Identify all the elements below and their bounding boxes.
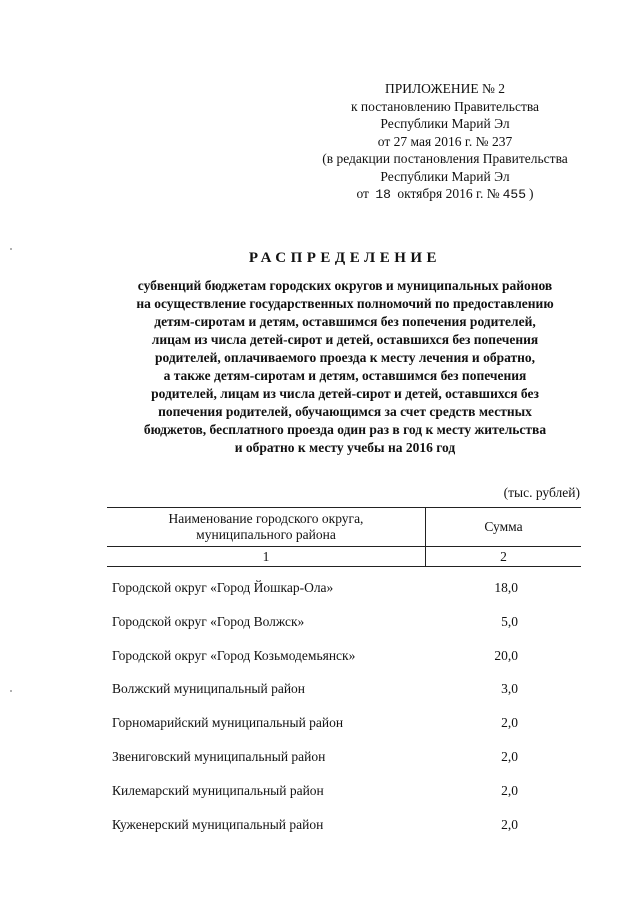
district-sum: 2,0 bbox=[501, 748, 518, 764]
header-sum-cell: Сумма bbox=[426, 508, 582, 547]
appendix-line: (в редакции постановления Правительства bbox=[322, 151, 568, 166]
table-row bbox=[112, 817, 582, 851]
subtitle-line: родителей, оплачиваемого проезда к месту лечения и обратно, bbox=[154, 350, 536, 365]
table-row bbox=[112, 715, 582, 749]
subtitle-line: субвенций бюджетам городских округов и муниципальных районов bbox=[137, 278, 553, 293]
district-sum: 20,0 bbox=[494, 647, 518, 663]
district-sum: 2,0 bbox=[501, 782, 518, 798]
district-sum: 18,0 bbox=[494, 580, 518, 595]
column-number-1: 1 bbox=[107, 547, 426, 567]
subtitle-line: а также детям-сиротам и детям, оставшимся без попечения bbox=[163, 368, 527, 383]
appendix-date-line bbox=[300, 185, 590, 204]
scan-speck bbox=[10, 690, 12, 692]
column-number-2: 2 bbox=[426, 547, 582, 567]
appendix-line: к постановлению Правительства bbox=[350, 98, 540, 114]
subtitle-line: и обратно к месту учебы на 2016 год bbox=[234, 440, 456, 455]
appendix-line: Республики Марий Эл bbox=[380, 116, 510, 131]
table-row bbox=[112, 749, 582, 783]
appendix-line: Республики Марий Эл bbox=[380, 168, 510, 184]
scan-speck bbox=[10, 248, 12, 250]
date-middle: октября 2016 г. № bbox=[397, 186, 500, 201]
district-sum: 5,0 bbox=[501, 613, 518, 629]
header-name-line: муниципального района bbox=[196, 527, 336, 542]
date-prefix: от bbox=[356, 186, 369, 201]
table-row bbox=[112, 783, 582, 817]
district-name: Горномарийский муниципальный район bbox=[112, 715, 344, 731]
district-name: Волжский муниципальный район bbox=[112, 681, 306, 697]
date-day: 18 bbox=[375, 187, 391, 202]
subtitle-line: попечения родителей, обучающимся за счет средств местных bbox=[158, 404, 532, 419]
district-name: Городской округ «Город Волжск» bbox=[112, 613, 305, 629]
appendix-title: ПРИЛОЖЕНИЕ № 2 bbox=[384, 81, 506, 96]
subtitle-line: родителей, лицам из числа детей-сирот и детей, оставшихся без bbox=[151, 386, 539, 401]
header-name-line: Наименование городского округа, bbox=[168, 511, 364, 526]
subtitle-line: детям-сиротам и детям, оставшимся без попечения родителей, bbox=[154, 314, 536, 329]
header-name-cell bbox=[107, 508, 426, 547]
document-subtitle bbox=[100, 277, 590, 457]
district-name: Городской округ «Город Козьмодемьянск» bbox=[112, 647, 356, 663]
subtitle-line: бюджетов, бесплатного проезда один раз в год к месту жительства bbox=[143, 422, 547, 437]
subtitle-line: на осуществление государственных полномочий по предоставлению bbox=[136, 296, 554, 311]
table-body bbox=[112, 580, 582, 850]
district-sum: 2,0 bbox=[501, 715, 518, 731]
district-name: Килемарский муниципальный район bbox=[112, 782, 324, 798]
table-row bbox=[112, 614, 582, 648]
appendix-block bbox=[300, 80, 590, 204]
appendix-line: от 27 мая 2016 г. № 237 bbox=[377, 133, 513, 149]
district-name: Городской округ «Город Йошкар-Ола» bbox=[112, 580, 334, 595]
units-label: (тыс. рублей) bbox=[503, 485, 580, 500]
table-row bbox=[112, 648, 582, 682]
district-sum: 3,0 bbox=[501, 681, 518, 697]
decree-number: 455 bbox=[502, 187, 527, 202]
table-row bbox=[112, 681, 582, 715]
document-title: РАСПРЕДЕЛЕНИЕ bbox=[248, 250, 442, 266]
subtitle-line: лицам из числа детей-сирот и детей, оставшихся без попечения bbox=[151, 332, 539, 347]
table-header bbox=[107, 507, 581, 567]
district-name: Куженерский муниципальный район bbox=[112, 816, 324, 832]
table-row bbox=[112, 580, 582, 614]
date-suffix: ) bbox=[529, 186, 534, 201]
district-sum: 2,0 bbox=[501, 816, 518, 832]
district-name: Звениговский муниципальный район bbox=[112, 748, 326, 764]
